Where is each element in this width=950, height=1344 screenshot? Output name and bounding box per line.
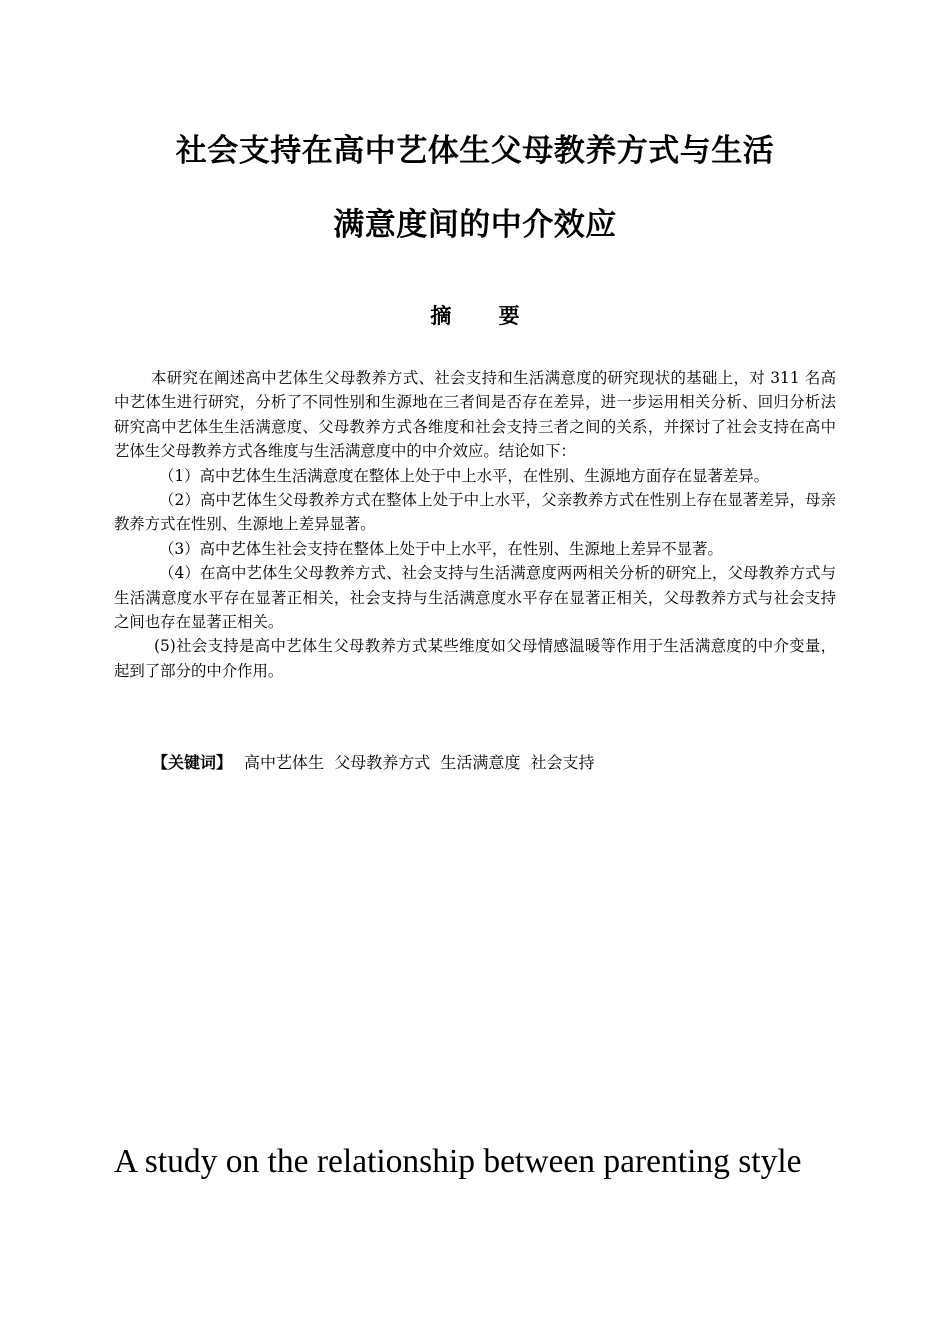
abstract-conclusion-5: (5)社会支持是高中艺体生父母教养方式某些维度如父母情感温暖等作用于生活满意度的中介变量，起到了部分的中介作用。 <box>114 637 836 680</box>
abstract-conclusion-3: （3）高中艺体生社会支持在整体上处于中上水平，在性别、生源地上差异不显著。 <box>159 539 723 558</box>
abstract-paragraph-intro: 本研究在阐述高中艺体生父母教养方式、社会支持和生活满意度的研究现状的基础上，对 311 名高中艺体生进行研究，分析了不同性别和生源地在三者间是否存在差异，进一步运用相关分析、回归分析法研究高中艺体生生活满意度、父母教养方式各维度和社会支持三者之间的关系，并探讨了社会支持在高中艺体生父母教养方式各维度与生活满意度中的中介效应。结论如下： <box>114 369 836 461</box>
keywords-text: 高中艺体生 父母教养方式 生活满意度 社会支持 <box>244 753 595 772</box>
keywords-label: 【关键词】 <box>152 753 233 772</box>
abstract-conclusion-1: （1）高中艺体生生活满意度在整体上处于中上水平，在性别、生源地方面存在显著差异。 <box>159 466 770 485</box>
keywords-line <box>152 751 852 775</box>
title-line-1: 社会支持在高中艺体生父母教养方式与生活 <box>175 133 775 169</box>
abstract-conclusion-2: （2）高中艺体生父母教养方式在整体上处于中上水平，父亲教养方式在性别上存在显著差异，母亲教养方式在性别、生源地上差异显著。 <box>114 491 836 534</box>
abstract-conclusion-4: （4）在高中艺体生父母教养方式、社会支持与生活满意度两两相关分析的研究上，父母教养方式与生活满意度水平存在显著正相关，社会支持与生活满意度水平存在显著正相关，父母教养方式与社会支持之间也存在显著正相关。 <box>114 564 836 632</box>
title-line-2: 满意度间的中介效应 <box>333 207 617 243</box>
abstract-body <box>114 366 836 683</box>
abstract-heading: 摘 要 <box>430 304 520 328</box>
english-title: A study on the relationship between parenting style <box>114 1143 802 1180</box>
